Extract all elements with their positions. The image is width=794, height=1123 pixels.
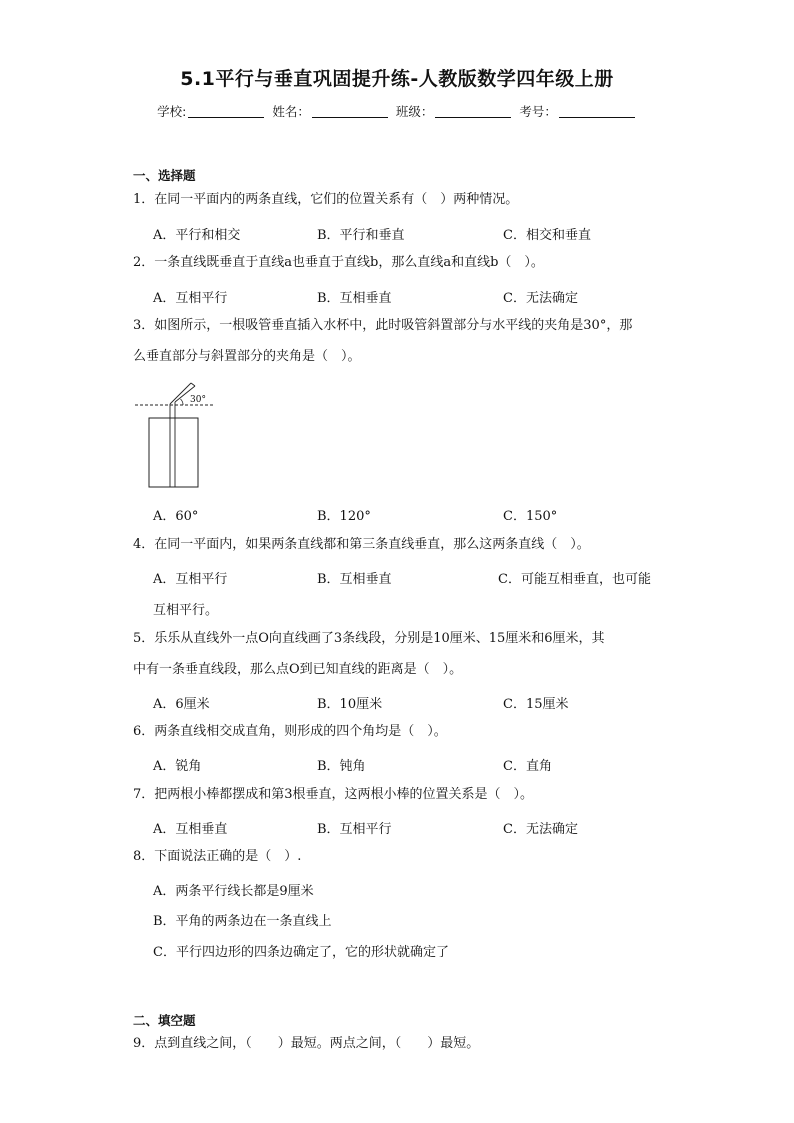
q4-option-a[interactable]: A．互相平行	[153, 572, 228, 587]
q3-option-b[interactable]: B．120°	[317, 509, 371, 524]
straw-tip	[191, 383, 195, 386]
q8-option-a[interactable]: A．两条平行线长都是9厘米	[153, 884, 314, 899]
q6-option-b[interactable]: B．钝角	[317, 759, 366, 774]
q6-option-c[interactable]: C．直角	[503, 759, 552, 774]
student-info-line	[0, 102, 794, 120]
q3-option-a[interactable]: A．60°	[153, 509, 199, 524]
section-title-choice: 一、选择题	[133, 168, 196, 183]
q8-option-b[interactable]: B．平角的两条边在一条直线上	[153, 914, 332, 929]
name-blank[interactable]	[312, 104, 388, 118]
q7-option-a[interactable]: A．互相垂直	[153, 822, 228, 837]
question-2: 2．一条直线既垂直于直线a也垂直于直线b，那么直线a和直线b（ ）。	[133, 255, 544, 270]
q1-option-a[interactable]: A．平行和相交	[153, 228, 241, 243]
school-blank[interactable]	[188, 104, 264, 118]
question-5-line-1: 5．乐乐从直线外一点O向直线画了3条线段，分别是10厘米、15厘米和6厘米，其	[133, 631, 605, 646]
name-label: 姓名：	[272, 104, 310, 119]
question-9: 9．点到直线之间，（ ）最短。两点之间，（ ）最短。	[133, 1036, 480, 1051]
q1-option-b[interactable]: B．平行和垂直	[317, 228, 405, 243]
cup-outline	[149, 418, 198, 487]
q2-option-c[interactable]: C．无法确定	[503, 291, 578, 306]
q4-option-b[interactable]: B．互相垂直	[317, 572, 392, 587]
q5-option-a[interactable]: A．6厘米	[153, 697, 210, 712]
question-3-line-1: 3．如图所示，一根吸管垂直插入水杯中，此时吸管斜置部分与水平线的夹角是30°，那	[133, 318, 633, 333]
q2-option-b[interactable]: B．互相垂直	[317, 291, 392, 306]
straw-slant-left	[170, 383, 191, 404]
q5-option-c[interactable]: C．15厘米	[503, 697, 569, 712]
q7-option-c[interactable]: C．无法确定	[503, 822, 578, 837]
q5-option-b[interactable]: B．10厘米	[317, 697, 383, 712]
question-6: 6．两条直线相交成直角，则形成的四个角均是（ ）。	[133, 724, 447, 739]
q8-option-c[interactable]: C．平行四边形的四条边确定了，它的形状就确定了	[153, 945, 449, 960]
question-8: 8．下面说法正确的是（ ）.	[133, 849, 302, 864]
section-title-fill-in: 二、填空题	[133, 1013, 196, 1028]
q4-option-c[interactable]: C．可能互相垂直，也可能	[498, 572, 651, 587]
question-7: 7．把两根小棒都摆成和第3根垂直，这两根小棒的位置关系是（ ）。	[133, 787, 534, 802]
straw-in-cup-figure	[133, 380, 223, 496]
exam-number-label: 考号：	[519, 104, 557, 119]
question-5-line-2: 中有一条垂直线段，那么点O到已知直线的距离是（ ）。	[133, 662, 463, 677]
class-blank[interactable]	[435, 104, 511, 118]
straw-cup-diagram	[133, 380, 223, 492]
q2-option-a[interactable]: A．互相平行	[153, 291, 228, 306]
exam-number-blank[interactable]	[559, 104, 635, 118]
class-label: 班级：	[395, 104, 434, 119]
angle-label: 30°	[190, 395, 206, 405]
question-1: 1．在同一平面内的两条直线，它们的位置关系有（ ）两种情况。	[133, 192, 519, 207]
q3-option-c[interactable]: C．150°	[503, 509, 558, 524]
angle-arc	[181, 399, 184, 405]
q7-option-b[interactable]: B．互相平行	[317, 822, 392, 837]
q6-option-a[interactable]: A．锐角	[153, 759, 202, 774]
q1-option-c[interactable]: C．相交和垂直	[503, 228, 591, 243]
question-4: 4．在同一平面内，如果两条直线都和第三条直线垂直，那么这两条直线（ ）。	[133, 537, 590, 552]
question-3-line-2: 么垂直部分与斜置部分的夹角是（ ）。	[133, 349, 361, 364]
page-title: 5.1平行与垂直巩固提升练-人教版数学四年级上册	[180, 68, 614, 90]
q4-option-c-continued: 互相平行。	[153, 603, 219, 618]
school-label: 学校:	[157, 104, 187, 119]
